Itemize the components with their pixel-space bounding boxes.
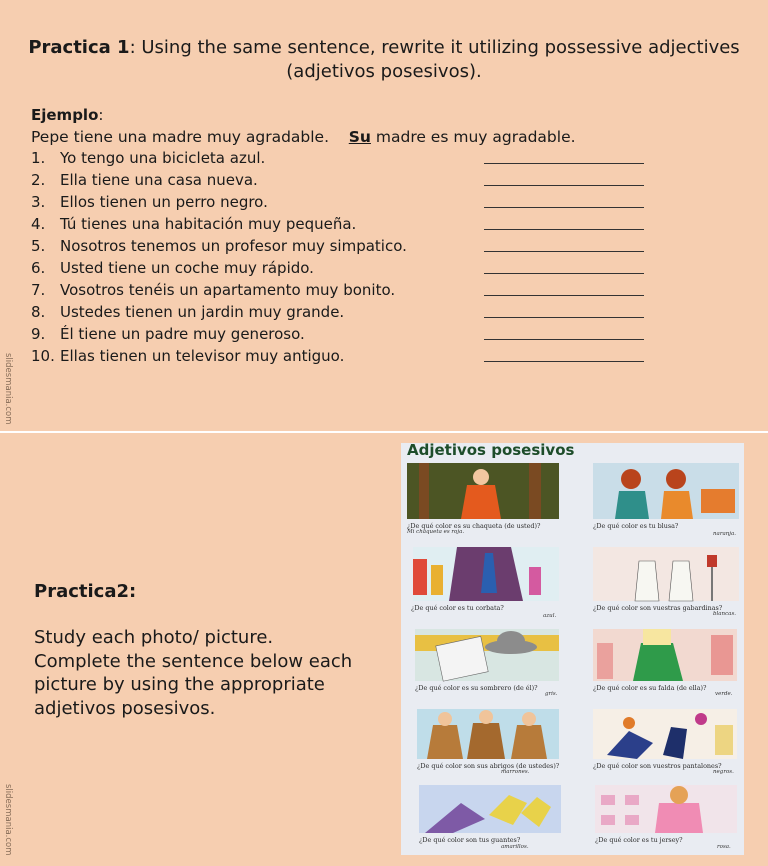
answer-blank-line[interactable] — [484, 295, 644, 296]
answer-blank-line[interactable] — [484, 207, 644, 208]
exercise-sentence: Ellos tienen un perro negro. — [60, 193, 268, 211]
exercise-sentence: Ella tiene una casa nueva. — [60, 171, 258, 189]
answer-blank-line[interactable] — [484, 229, 644, 230]
answer-blank-line[interactable] — [484, 339, 644, 340]
worksheet-question: ¿De qué color es su sombrero (de él)? — [415, 684, 538, 692]
exercise-number: 9. — [31, 325, 46, 343]
practica2-instructions: Study each photo/ picture. Complete the sentence below each picture by using the appropriate adjetivos posesivos. — [34, 627, 353, 719]
illustration-skirt — [593, 629, 737, 681]
illustration-jersey — [595, 785, 737, 833]
worksheet-answer: blancas. — [713, 611, 737, 617]
exercise-sentence: Ellas tienen un televisor muy antiguo. — [60, 347, 345, 365]
example-answer-word: Su — [348, 128, 371, 146]
worksheet-question: ¿De qué color es tu corbata? — [411, 604, 504, 612]
example-label — [31, 106, 103, 124]
example-sentence-line — [31, 128, 576, 146]
exercise-number: 10. — [31, 347, 55, 365]
answer-blank-line[interactable] — [484, 273, 644, 274]
practica1-title-text: : Using the same sentence, rewrite it utilizing possessive adjectives (adjetivos posesivos). — [129, 37, 740, 82]
exercise-sentence: Nosotros tenemos un profesor muy simpatico. — [60, 237, 407, 255]
worksheet-question: ¿De qué color son sus abrigos (de ustedes)? — [417, 762, 560, 770]
answer-blank-line[interactable] — [484, 361, 644, 362]
illustration-tie — [413, 547, 559, 601]
exercise-number: 1. — [31, 149, 46, 167]
exercise-item — [31, 281, 651, 303]
worksheet-illustrations — [401, 443, 744, 855]
illustration-trousers — [593, 709, 737, 759]
answer-blank-line[interactable] — [484, 251, 644, 252]
worksheet-title: Adjetivos posesivos — [407, 443, 575, 459]
illustration-hat — [415, 629, 559, 681]
exercise-item — [31, 193, 651, 215]
exercise-number: 5. — [31, 237, 46, 255]
worksheet-question: ¿De qué color son vuestras gabardinas? — [593, 604, 723, 612]
exercise-item — [31, 149, 651, 171]
worksheet-question: ¿De qué color son vuestros pantalones? — [593, 762, 722, 770]
example-answer-rest: madre es muy agradable. — [370, 128, 576, 146]
worksheet-answer: rosa. — [717, 844, 731, 850]
illustration-raincoats — [593, 547, 739, 601]
exercise-sentence: Usted tiene un coche muy rápido. — [60, 259, 314, 277]
illustration-blouse — [593, 463, 739, 519]
example-sentence: Pepe tiene una madre muy agradable. — [31, 128, 330, 146]
illustration-coats — [417, 709, 559, 759]
practica1-title — [20, 36, 748, 84]
exercise-item — [31, 259, 651, 281]
exercise-sentence: Él tiene un padre muy generoso. — [60, 325, 305, 343]
exercise-item — [31, 347, 651, 369]
worksheet-question: ¿De qué color es su falda (de ella)? — [593, 684, 707, 692]
worksheet-question: ¿De qué color es tu jersey? — [595, 836, 683, 844]
exercise-number: 7. — [31, 281, 46, 299]
answer-blank-line[interactable] — [484, 163, 644, 164]
illustration-gloves — [419, 785, 561, 833]
worksheet-answer: gris. — [545, 691, 558, 697]
exercise-sentence: Vosotros tenéis un apartamento muy bonito. — [60, 281, 396, 299]
exercise-item — [31, 303, 651, 325]
illustration-jacket — [407, 463, 559, 519]
example-label-colon: : — [98, 106, 104, 124]
exercise-list — [31, 149, 651, 369]
worksheet-answer: negros. — [713, 769, 734, 775]
exercise-sentence: Ustedes tienen un jardin muy grande. — [60, 303, 345, 321]
practica2-title: Practica2: — [34, 581, 137, 602]
exercise-item — [31, 215, 651, 237]
worksheet-answer: Mi chaqueta es roja. — [407, 529, 465, 535]
example-label-text: Ejemplo — [31, 106, 99, 124]
worksheet-question: ¿De qué color es tu blusa? — [593, 522, 679, 530]
worksheet-answer: verde. — [715, 691, 733, 697]
exercise-number: 4. — [31, 215, 46, 233]
exercise-sentence: Yo tengo una bicicleta azul. — [60, 149, 266, 167]
worksheet-question: ¿De qué color es su chaqueta (de usted)? — [407, 522, 541, 530]
exercise-number: 8. — [31, 303, 46, 321]
credit-text: slidesmania.com — [3, 784, 13, 856]
slide-practica-1 — [0, 0, 768, 431]
worksheet-answer: marrones. — [501, 769, 530, 775]
exercise-item — [31, 237, 651, 259]
exercise-item — [31, 171, 651, 193]
exercise-number: 2. — [31, 171, 46, 189]
worksheet-answer: azul. — [543, 613, 557, 619]
exercise-item — [31, 325, 651, 347]
exercise-number: 6. — [31, 259, 46, 277]
exercise-number: 3. — [31, 193, 46, 211]
worksheet-question: ¿De qué color son tus guantes? — [419, 836, 521, 844]
practica1-title-bold: Practica 1 — [28, 37, 130, 58]
answer-blank-line[interactable] — [484, 185, 644, 186]
worksheet-answer: naranja. — [713, 531, 737, 537]
worksheet-photo — [401, 443, 744, 855]
worksheet-answer: amarillos. — [501, 844, 529, 850]
answer-blank-line[interactable] — [484, 317, 644, 318]
exercise-sentence: Tú tienes una habitación muy pequeña. — [60, 215, 357, 233]
credit-text: slidesmania.com — [3, 353, 13, 425]
